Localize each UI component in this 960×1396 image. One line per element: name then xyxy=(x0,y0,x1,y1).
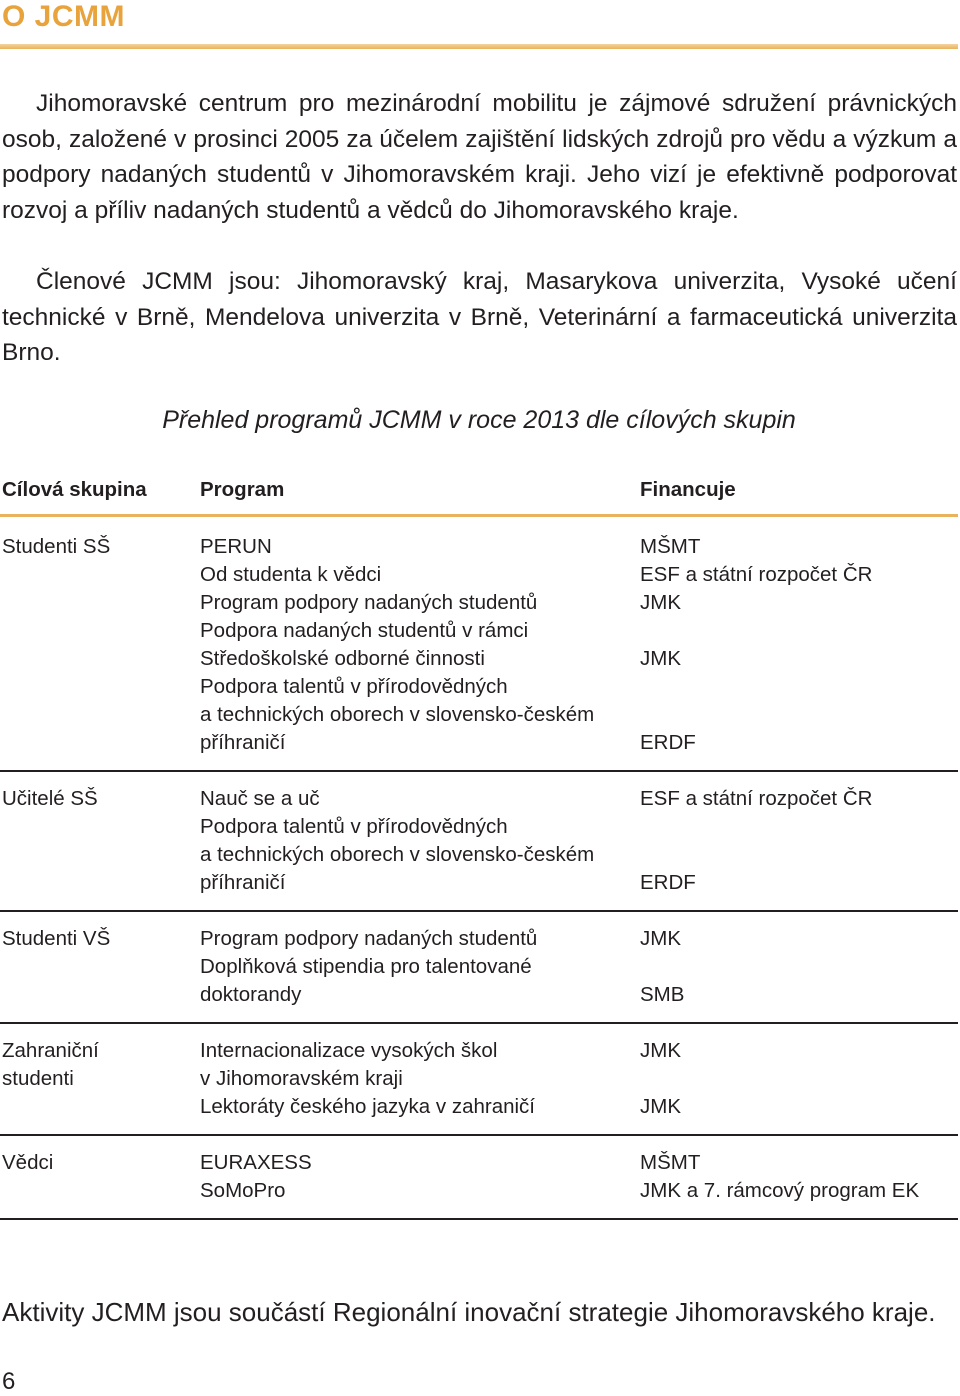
program-cell: Nauč se a uč Podpora talentů v přírodovědných a technických oborech v slovensko-českém příhraničí xyxy=(200,787,595,894)
row-divider xyxy=(0,1134,958,1136)
target-group-cell: Učitelé SŠ xyxy=(2,787,98,810)
program-cell: Program podpory nadaných studentů Doplňková stipendia pro talentované doktorandy xyxy=(200,927,538,1006)
target-group-cell: Studenti VŠ xyxy=(2,927,111,950)
program-cell: PERUN Od studenta k vědci Program podpory nadaných studentů Podpora nadaných studentů v rámci Středoškolské odborné činnosti Podpora talentů v přírodovědných a technických oborech v slovensko-českém příhraničí xyxy=(200,535,595,754)
intro-paragraph: Jihomoravské centrum pro mezinárodní mobilitu je zájmové sdružení právnických osob, založené v prosinci 2005 za účelem zajištění lidských zdrojů pro vědu a výzkum a podpory nadaných studentů v Jihomoravském kraji. Jeho vizí je efektivně podporovat rozvoj a příliv nadaných studentů a vědců do Jihomoravského kraje. xyxy=(2,90,957,224)
row-divider xyxy=(0,910,958,912)
program-cell: EURAXESS SoMoPro xyxy=(200,1151,312,1202)
funder-cell: MŠMT JMK a 7. rámcový program EK xyxy=(640,1151,920,1202)
row-divider xyxy=(0,1022,958,1024)
row-divider xyxy=(0,1218,958,1220)
page-number: 6 xyxy=(2,1368,16,1395)
target-group-cell: Zahraniční studenti xyxy=(2,1039,99,1090)
page-title: O JCMM xyxy=(2,0,125,33)
funder-cell: JMK SMB xyxy=(640,927,685,1006)
header-divider xyxy=(0,514,958,517)
members-paragraph: Členové JCMM jsou: Jihomoravský kraj, Masarykova univerzita, Vysoké učení technické v Brně, Mendelova univerzita v Brně, Veterinární a farmaceutická univerzita Brno. xyxy=(2,268,957,366)
footer-note: Aktivity JCMM jsou součástí Regionální inovační strategie Jihomoravského kraje. xyxy=(2,1297,936,1327)
header-target-group: Cílová skupina xyxy=(2,478,147,501)
header-funder: Financuje xyxy=(640,478,736,501)
table-header xyxy=(0,476,958,508)
header-program: Program xyxy=(200,478,285,501)
funder-cell: JMK JMK xyxy=(640,1039,681,1118)
funder-cell: ESF a státní rozpočet ČR ERDF xyxy=(640,787,873,894)
target-group-cell: Studenti SŠ xyxy=(2,535,111,558)
program-cell: Internacionalizace vysokých škol v Jihomoravském kraji Lektoráty českého jazyka v zahraničí xyxy=(200,1039,535,1118)
target-group-cell: Vědci xyxy=(2,1151,54,1174)
table-title: Přehled programů JCMM v roce 2013 dle cílových skupin xyxy=(162,406,796,434)
funder-cell: MŠMT ESF a státní rozpočet ČR JMK JMK ERDF xyxy=(640,535,873,754)
title-divider xyxy=(0,44,958,49)
row-divider xyxy=(0,770,958,772)
